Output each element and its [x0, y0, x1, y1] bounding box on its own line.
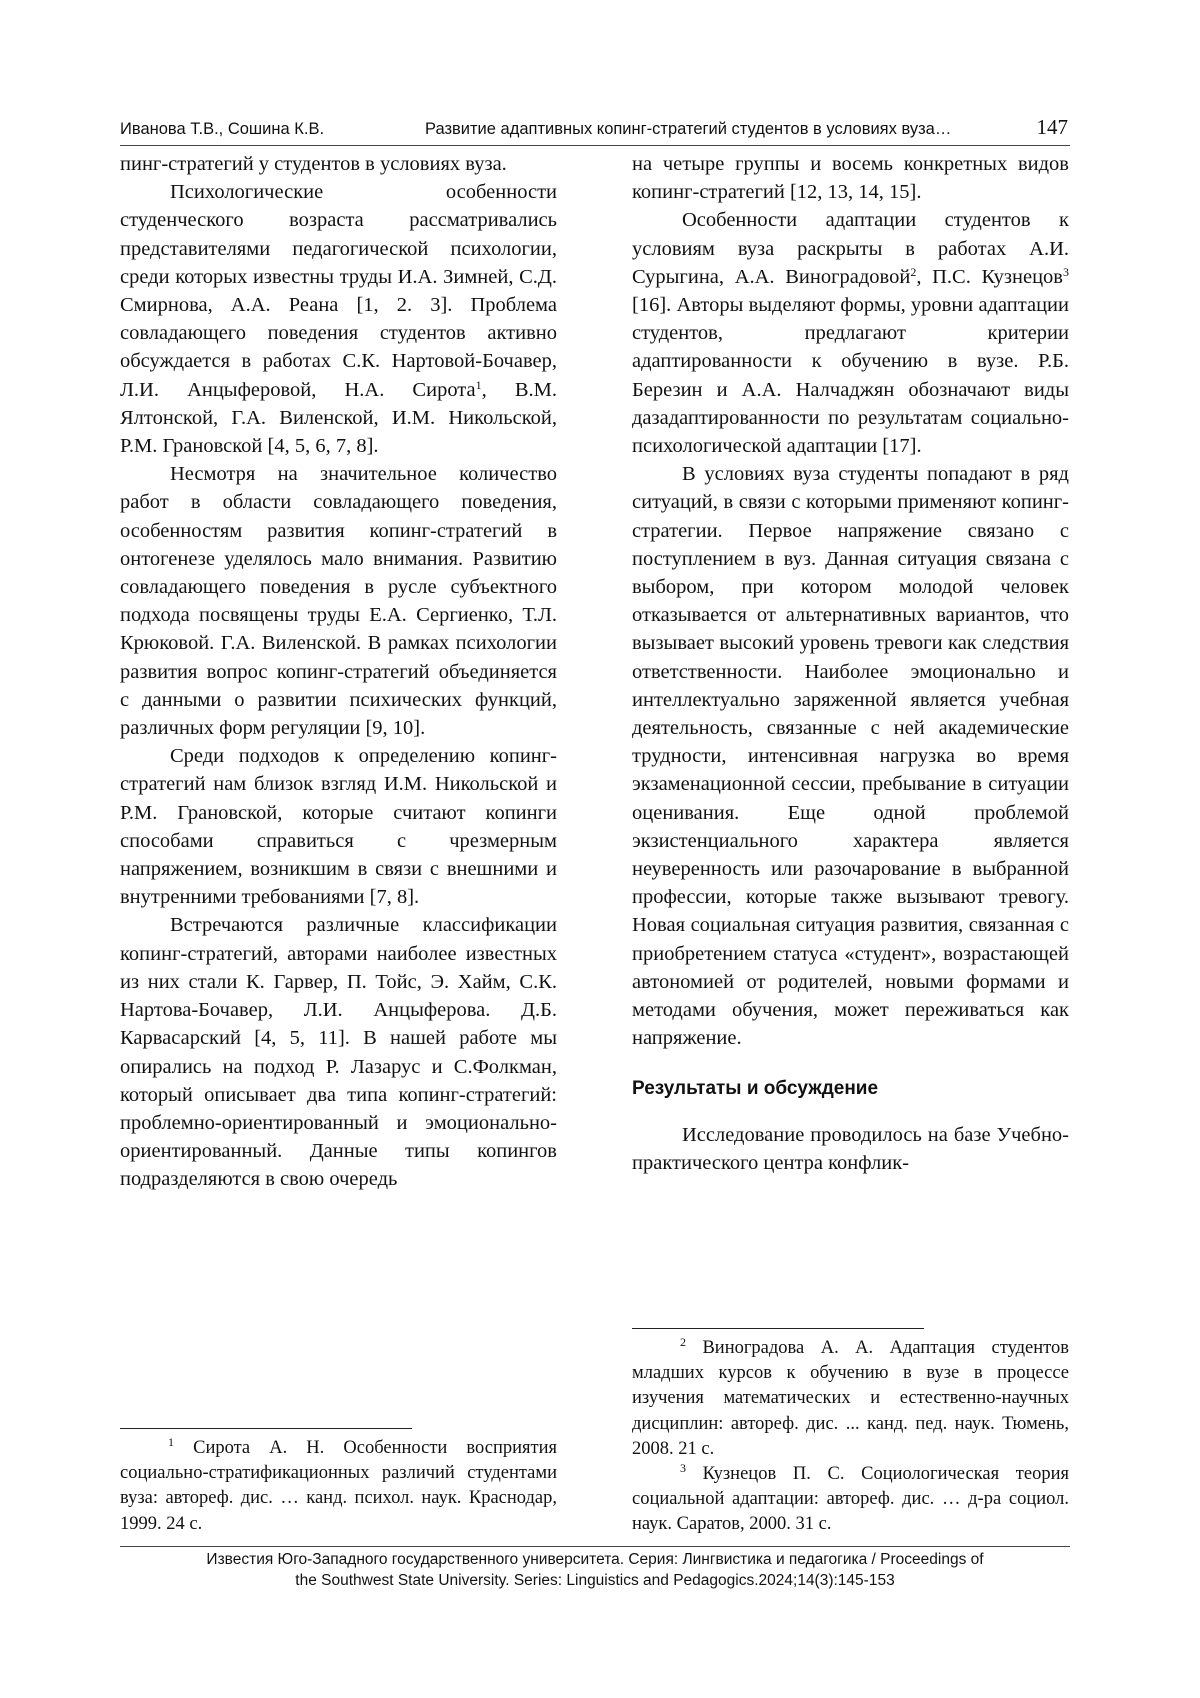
left-paragraph-4: Среди подходов к определению копинг-стратегий нам близок взгляд И.М. Никольской и Р.М. Грановской, которые считают копинги способами справиться с чрезмерным напряжением, возникшим в связи с внешними и внутренними требованиями [7, 8]. [120, 745, 557, 909]
running-header [120, 117, 1070, 146]
left-paragraph-3: Несмотря на значительное количество работ в области совладающего поведения, особенностям развития копинг-стратегий в онтогенезе уделялось мало внимания. Развитию совладающего поведения в русле субъектного подхода посвящены труды Е.А. Сергиенко, Т.Л. Крюковой. Г.А. Виленской. В рамках психологии развития вопрос копинг-стратегий объединяется с данными о развитии психических функций, различных форм регуляции [9, 10]. [120, 463, 557, 740]
left-paragraph-2-text-a: Психологические особенности студенческого возраста рассматривались представителями педагогической психологии, среди которых известны труды И.А. Зимней, С.Д. Смирнова, А.А. Реана [1, 2. 3]. Проблема совладающего поведения студентов активно обсуждается в работах С.К. Нартовой-Бочавер, Л.И. Анцыферовой, Н.А. Сирота [120, 181, 557, 401]
footnote-1 [120, 1436, 557, 1537]
footnote-1-mark: 1 [168, 1435, 174, 1449]
footnote-ref-3: 3 [1063, 264, 1069, 279]
footnote-2-mark: 2 [680, 1335, 686, 1349]
left-paragraph-2 [120, 178, 557, 460]
footnote-2-text: Виноградова А. А. Адаптация студентов младших курсов к обучению в вузе в процессе изучения математических и естественно-научных дисциплин: автореф. дис. ... канд. пед. наук. Тюмень, 2008. 21 с. [632, 1338, 1069, 1459]
footnote-3-mark: 3 [680, 1461, 686, 1476]
footnote-3-text: Кузнецов П. С. Социологическая теория социальной адаптации: автореф. дис. … д-ра социол. наук. Саратов, 2000. 31 с. [632, 1464, 1069, 1535]
right-paragraph-2-text-a: Особенности адаптации студентов к условиям вуза раскрыты в работах А.И. Сурыгина, А.А. Виноградовой [632, 209, 1069, 288]
header-running-title: Развитие адаптивных копинг-стратегий студентов в условиях вуза… [425, 120, 952, 138]
footer-line-1: Известия Юго-Западного государственного университета. Серия: Лингвистика и педагогика / Proceedings of [206, 1551, 984, 1568]
left-paragraph-5: Встречаются различные классификации копинг-стратегий, авторами наиболее известных из них стали К. Гарвер, П. Тойс, Э. Хайм, С.К. Нартова-Бочавер, Л.И. Анцыферова. Д.Б. Карвасарский [4, 5, 11]. В нашей работе мы опирались на подход Р. Лазарус и С.Фолкман, который описывает два типа копинг-стратегий: проблемно-ориентированный и эмоционально-ориентированный. Данные типы копингов подразделяются в свою очередь [120, 914, 557, 1191]
journal-footer [120, 1549, 1070, 1591]
right-paragraph-2-text-c: [16]. Авторы выделяют формы, уровни адаптации студентов, предлагают критерии адаптированности к обучению в вузе. Р.Б. Березин и А.А. Налчаджян обозначают виды дазадаптированности по результатам социально-психологической адаптации [17]. [632, 294, 1069, 458]
footer-divider [120, 1546, 1070, 1547]
footnote-3 [632, 1462, 1069, 1538]
right-paragraph-4: Исследование проводилось на базе Учебно-практического центра конфлик- [632, 1123, 1069, 1174]
right-paragraph-1: на четыре группы и восемь конкретных видов копинг-стратегий [12, 13, 14, 15]. [632, 153, 1069, 204]
footnotes-left [120, 1436, 557, 1537]
left-paragraph-2-text-b: , В.М. Ялтонской, Г.А. Виленской, И.М. Никольской, Р.М. Грановской [4, 5, 6, 7, 8]. [120, 378, 557, 458]
footnote-divider-right [632, 1328, 924, 1329]
right-column [632, 150, 1069, 1177]
footer-line-2: the Southwest State University. Series: Linguistics and Pedagogics.2024;14(3):145-153 [295, 1572, 895, 1589]
right-paragraph-2-text-b: , П.С. Кузнецов [916, 265, 1063, 288]
footnote-divider-left [120, 1428, 412, 1429]
footnote-2 [632, 1336, 1069, 1462]
left-column [120, 150, 557, 1194]
footnote-ref-1: 1 [475, 377, 482, 392]
right-paragraph-2 [632, 206, 1069, 460]
section-heading: Результаты и обсуждение [632, 1077, 879, 1099]
right-paragraph-3: В условиях вуза студенты попадают в ряд ситуаций, в связи с которыми применяют копинг-стратегии. Первое напряжение связано с поступлением в вуз. Данная ситуация связана с выбором, при котором молодой человек отказывается от альтернативных вариантов, что вызывает высокий уровень тревоги как следствия ответственности. Наиболее эмоционально и интеллектуально заряженной является учебная деятельность, связанные с ней академические трудности, интенсивная нагрузка во время экзаменационной сессии, пребывание в ситуации оценивания. Еще одной проблемой экзистенциального характера является неуверенность или разочарование в выбранной профессии, которые также вызывают тревогу. Новая социальная ситуация развития, связанная с приобретением статуса «студент», возрастающей автономией от родителей, новыми формами и методами обучения, может переживаться как напряжение. [632, 463, 1069, 1050]
footnote-ref-2: 2 [910, 264, 917, 279]
page-number: 147 [1036, 115, 1068, 139]
header-authors: Иванова Т.В., Сошина К.В. [120, 120, 325, 138]
footnote-1-text: Сирота А. Н. Особенности восприятия социально-стратификационных различий студентами вуза: автореф. дис. … канд. психол. наук. Краснодар, 1999. 24 с. [120, 1438, 557, 1534]
left-paragraph-1: пинг-стратегий у студентов в условиях вуза. [120, 153, 507, 175]
footnotes-right [632, 1336, 1069, 1538]
